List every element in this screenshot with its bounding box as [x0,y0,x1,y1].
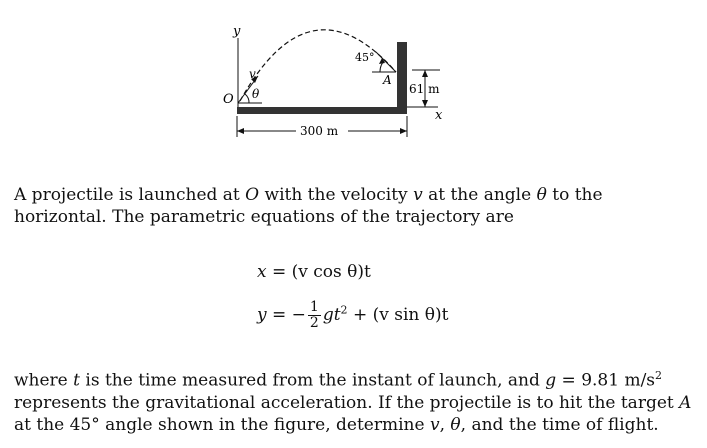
theta-arc [245,94,249,103]
angle-dir-line [376,52,396,72]
label-angle: 45° [355,51,375,64]
equation-y: y = − $\frac{1}{2}$ $gt^2 + (v$ sin θ)t [257,299,449,331]
distance-arrow-left [237,128,244,134]
height-arrow-top [422,70,428,77]
projectile-figure [0,0,707,180]
label-distance: 300 m [300,124,339,138]
distance-arrow-right [400,128,407,134]
ground-slab [237,107,407,114]
label-height: 61 m [409,82,440,96]
question-paragraph: where t is the time measured from the instant of launch, and g = 9.81 $m/s^2$ represents the gravitational acceleration. If the projectile is to hit the target A at the 45° angle shown in the figure, determine v, θ, and the time of flight. [14,369,692,435]
equation-x: x = (v cos θ)t [257,262,371,282]
height-arrow-bottom [422,100,428,107]
trajectory-path [240,30,396,101]
label-theta: θ [252,87,260,101]
intro-paragraph: A projectile is launched at O with the velocity v at the angle θ to the horizontal. The parametric equations of the trajectory are [14,185,603,227]
label-y: y [233,24,241,39]
fraction-half: $\frac{1}{2}$ [309,299,319,331]
target-wall [397,42,407,114]
label-x: x [435,108,443,123]
label-v: v [249,67,256,81]
label-O: O [223,92,234,107]
label-A: A [383,73,392,87]
